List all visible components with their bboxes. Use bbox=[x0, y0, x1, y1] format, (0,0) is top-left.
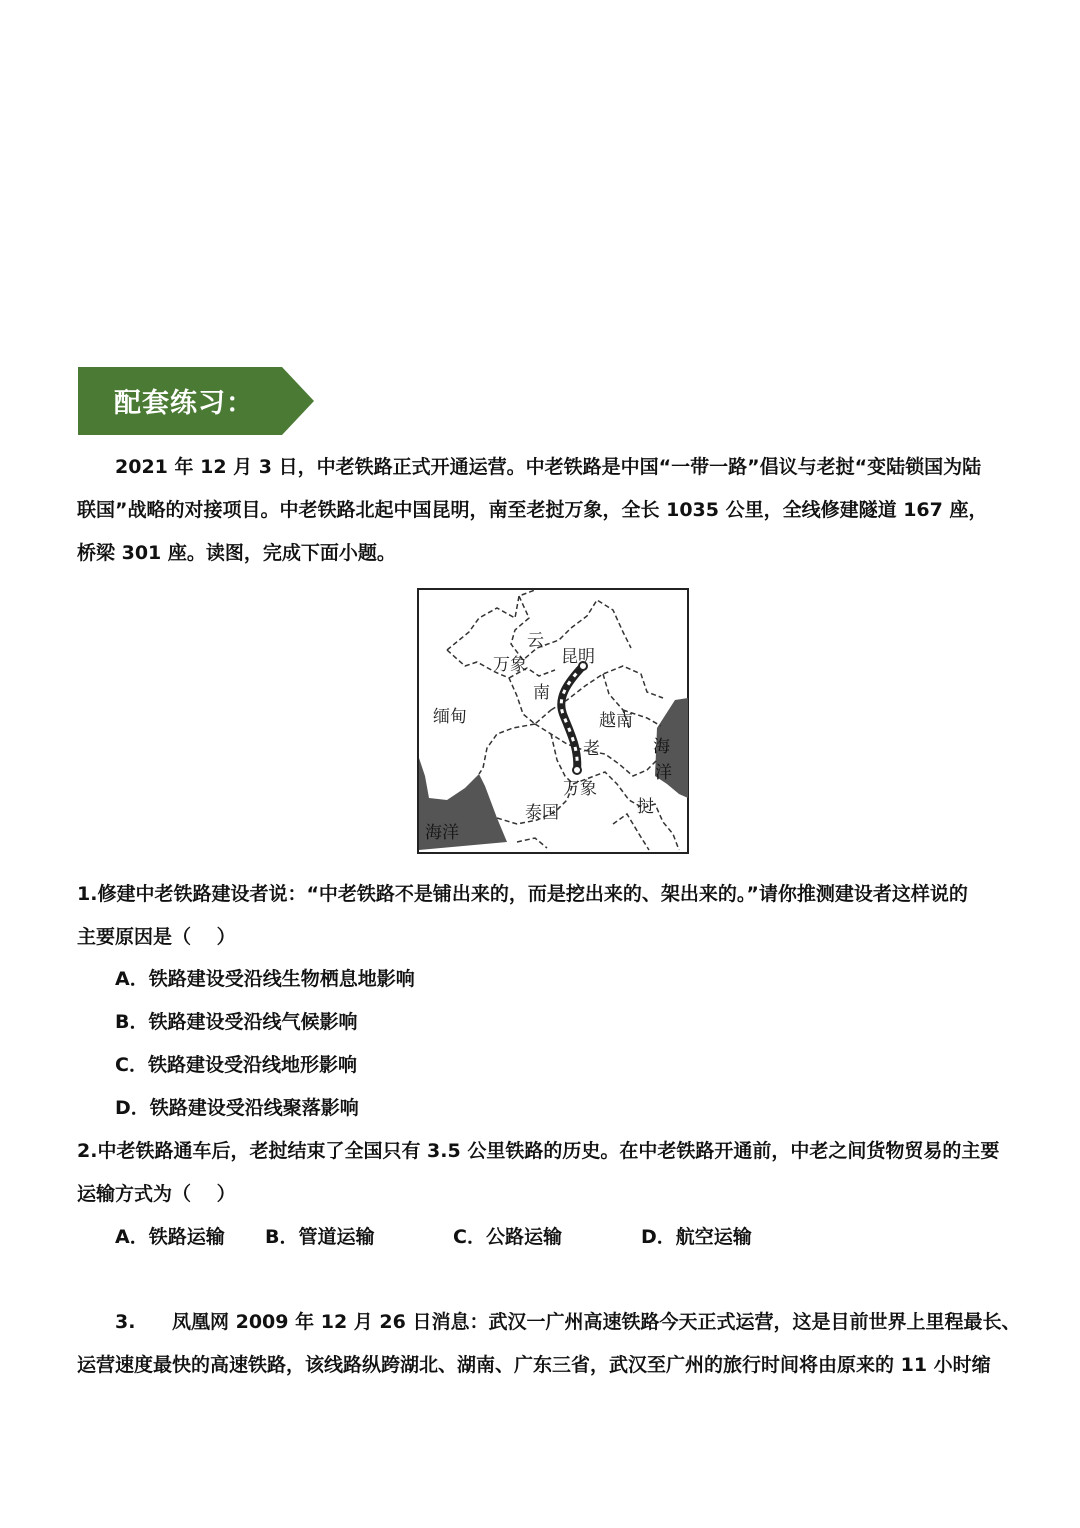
intro-line-2: 联国”战略的对接项目。中老铁路北起中国昆明，南至老挝万象，全长 1035 公里，全线修建隧道 167 座， bbox=[77, 499, 988, 521]
map-label-wanxiang: 万象 bbox=[563, 779, 597, 799]
q1-stem-line-1: 1.修建中老铁路建设者说：“中老铁路不是铺出来的，而是挖出来的、架出来的。”请你推测建设者这样说的 bbox=[77, 883, 968, 905]
section-title: 配套练习： bbox=[114, 388, 254, 419]
railway-map bbox=[417, 588, 689, 854]
map-label-yuenan: 越南 bbox=[599, 711, 633, 731]
q1-option-c[interactable]: C．铁路建设受沿线地形影响 bbox=[115, 1054, 357, 1076]
section-banner bbox=[78, 367, 314, 435]
q1-option-d[interactable]: D．铁路建设受沿线聚落影响 bbox=[115, 1097, 359, 1119]
map-label-yun: 云 bbox=[527, 631, 544, 651]
q3-line-2: 运营速度最快的高速铁路，该线路纵跨湖北、湖南、广东三省，武汉至广州的旅行时间将由原来的 11 小时缩 bbox=[77, 1354, 991, 1376]
q2-option-d[interactable]: D．航空运输 bbox=[641, 1226, 752, 1248]
map-label-ocean-right-1: 海 bbox=[653, 737, 670, 757]
map-label-ocean-left: 海洋 bbox=[425, 823, 459, 843]
q2-option-b[interactable]: B．管道运输 bbox=[265, 1226, 375, 1248]
intro-line-1: 2021 年 12 月 3 日，中老铁路正式开通运营。中老铁路是中国“一带一路”倡议与老挝“变陆锁国为陆 bbox=[115, 456, 982, 478]
q1-option-a[interactable]: A．铁路建设受沿线生物栖息地影响 bbox=[115, 968, 415, 990]
map-label-ocean-right-2: 洋 bbox=[655, 763, 672, 783]
q3-number: 3. bbox=[115, 1311, 136, 1333]
map-label-miandian: 缅甸 bbox=[433, 707, 467, 727]
q1-option-b[interactable]: B．铁路建设受沿线气候影响 bbox=[115, 1011, 358, 1033]
map-label-wo: 挝 bbox=[637, 797, 654, 817]
map-label-lao: 老 bbox=[583, 739, 600, 759]
map-label-taiguo: 泰国 bbox=[525, 803, 559, 823]
map-label-kunming: 昆明 bbox=[561, 647, 595, 667]
q2-option-a[interactable]: A．铁路运输 bbox=[115, 1226, 225, 1248]
q2-stem-line-1: 2.中老铁路通车后，老挝结束了全国只有 3.5 公里铁路的历史。在中老铁路开通前，中老之间货物贸易的主要 bbox=[77, 1140, 1000, 1162]
map-label-nan: 南 bbox=[533, 683, 550, 703]
intro-line-3: 桥梁 301 座。读图，完成下面小题。 bbox=[77, 542, 396, 564]
q2-option-c[interactable]: C．公路运输 bbox=[453, 1226, 562, 1248]
q2-stem-line-2: 运输方式为（ ） bbox=[77, 1183, 236, 1205]
map-label-wanxiang-top: 万象 bbox=[493, 655, 527, 675]
q3-line-1: 凤凰网 2009 年 12 月 26 日消息：武汉一广州高速铁路今天正式运营，这是目前世界上里程最长、 bbox=[172, 1311, 1021, 1333]
q1-stem-line-2: 主要原因是（ ） bbox=[77, 926, 236, 948]
